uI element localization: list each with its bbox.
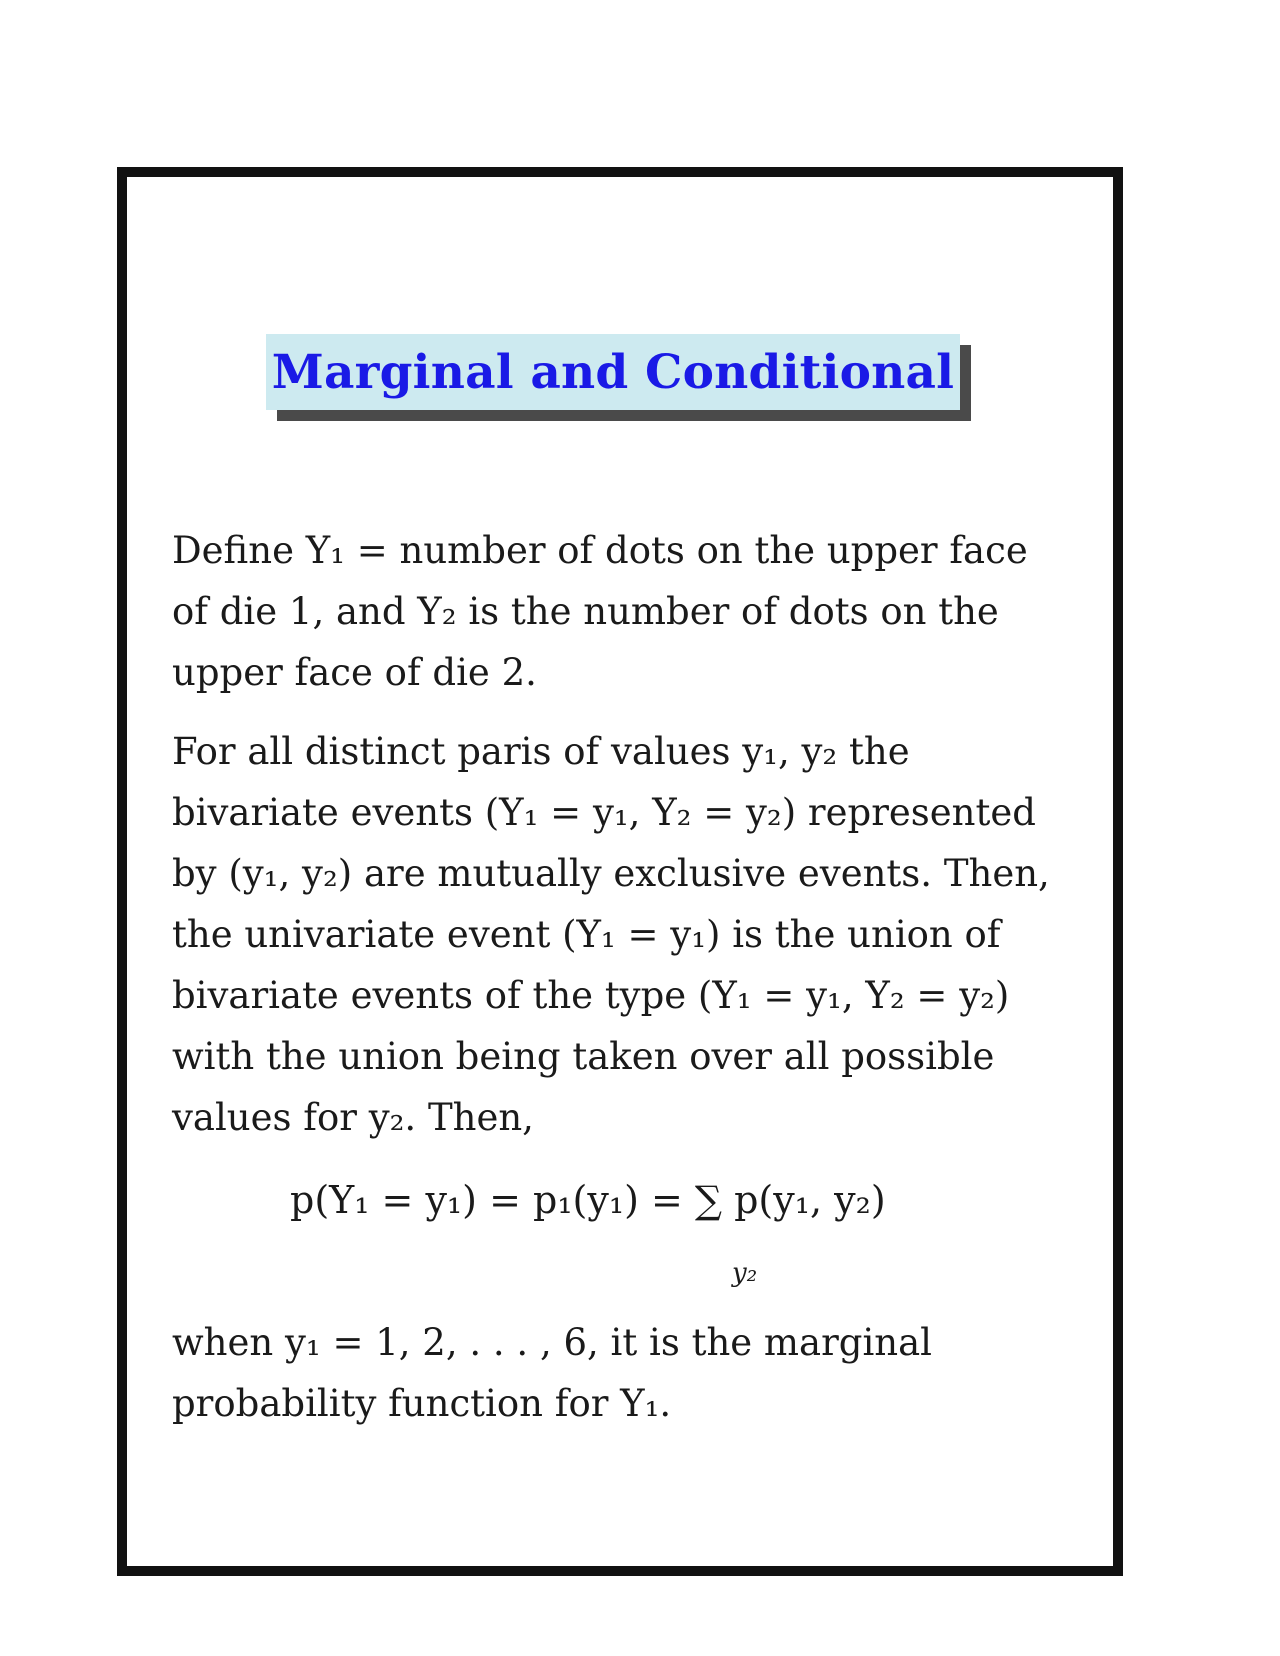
- text-line: Define Y₁ = number of dots on the upper face: [172, 529, 1028, 572]
- text-line: when y₁ = 1, 2, . . . , 6, it is the marginal: [172, 1321, 932, 1364]
- paragraph-explanation: [172, 721, 1092, 1148]
- title-box: [266, 334, 960, 410]
- text-line: bivariate events (Y₁ = y₁, Y₂ = y₂) represented: [172, 791, 1036, 834]
- text-line: values for y₂. Then,: [172, 1096, 534, 1139]
- text-line: bivariate events of the type (Y₁ = y₁, Y₂ = y₂): [172, 974, 1010, 1017]
- paragraph-definition: [172, 520, 1092, 703]
- text-line: of die 1, and Y₂ is the number of dots on the: [172, 590, 999, 633]
- text-line: For all distinct paris of values y₁, y₂ the: [172, 730, 910, 773]
- text-line: with the union being taken over all possible: [172, 1035, 995, 1078]
- text-line: by (y₁, y₂) are mutually exclusive events. Then,: [172, 852, 1050, 895]
- text-line: the univariate event (Y₁ = y₁) is the union of: [172, 913, 1001, 956]
- paragraph-conclusion: [172, 1312, 1092, 1434]
- title-banner: [266, 334, 960, 410]
- sum-index: y₂: [732, 1258, 758, 1288]
- slide-title: Marginal and Conditional: [271, 344, 955, 400]
- body-text: [172, 520, 1092, 1166]
- text-line: probability function for Y₁.: [172, 1382, 672, 1425]
- marginal-equation: p(Y₁ = y₁) = p₁(y₁) = ∑ p(y₁, y₂): [290, 1178, 886, 1222]
- text-line: upper face of die 2.: [172, 651, 537, 694]
